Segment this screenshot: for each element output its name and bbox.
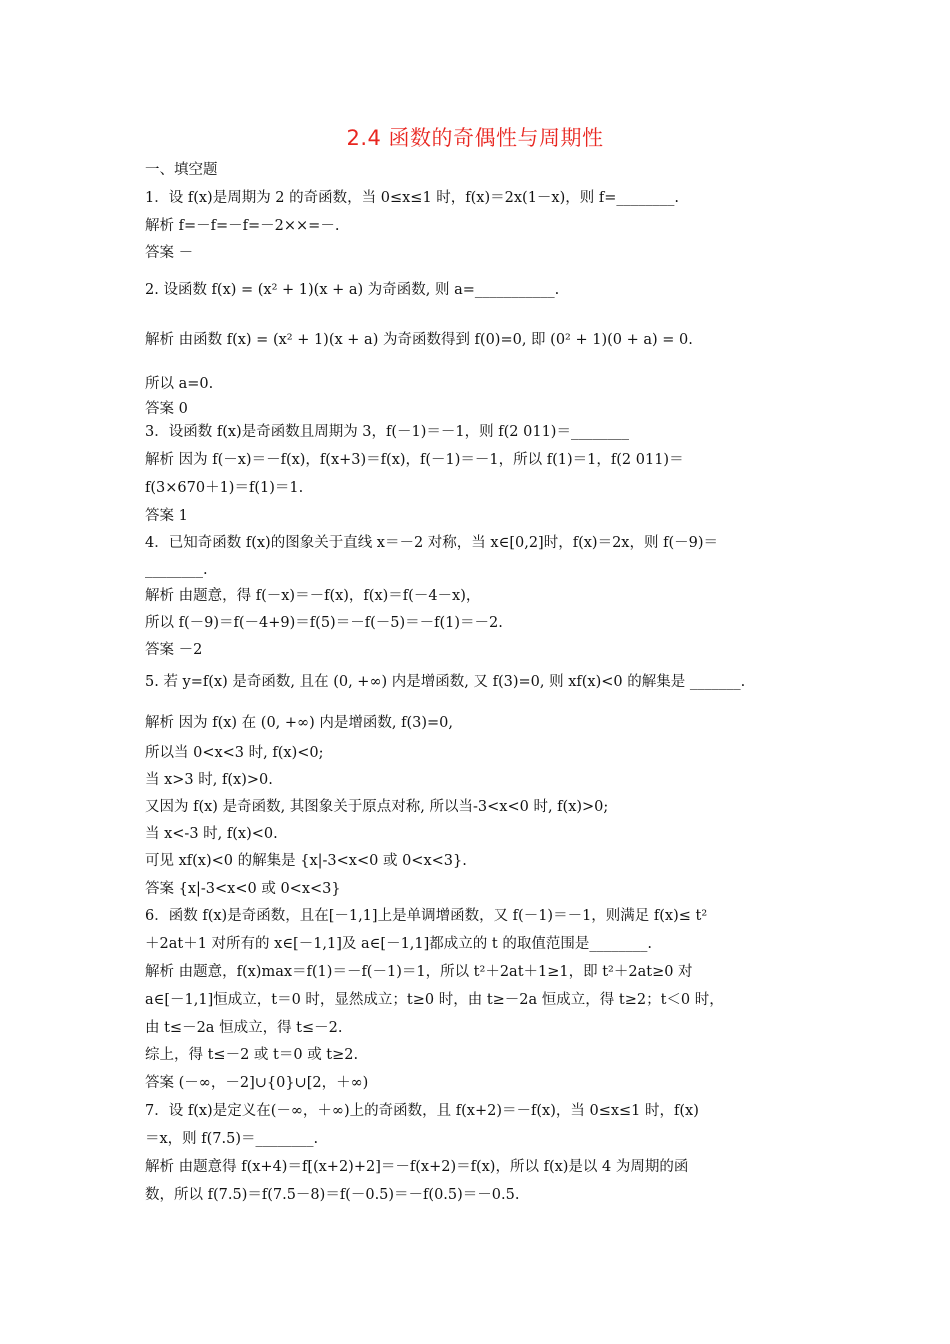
analysis-5-line-6: 可见 xf(x)<0 的解集是 {x|-3<x<0 或 0<x<3}. xyxy=(145,853,467,869)
document-title: 2.4 函数的奇偶性与周期性 xyxy=(346,126,604,150)
analysis-6: 解析 由题意，f(x)max＝f(1)＝－f(－1)＝1，所以 t²＋2at＋1≥1，即 t²＋2at≥0 对 xyxy=(145,964,693,980)
answer-4: 答案 －2 xyxy=(145,642,203,658)
question-6: 6．函数 f(x)是奇函数，且在[－1,1]上是单调增函数，又 f(－1)＝－1，则满足 f(x)≤ t² xyxy=(145,908,708,924)
analysis-5-line-4: 又因为 f(x) 是奇函数, 其图象关于原点对称, 所以当-3<x<0 时, f(x)>0; xyxy=(145,799,609,815)
analysis-2: 解析 由函数 f(x) = (x² + 1)(x + a) 为奇函数得到 f(0)=0, 即 (0² + 1)(0 + a) = 0. xyxy=(145,332,693,348)
analysis-6-line-4: 综上，得 t≤－2 或 t＝0 或 t≥2. xyxy=(145,1047,359,1063)
analysis-2-cont: 所以 a=0. xyxy=(145,376,214,392)
answer-3: 答案 1 xyxy=(145,508,188,524)
analysis-5-line-2: 所以当 0<x<3 时, f(x)<0; xyxy=(145,745,324,761)
analysis-7: 解析 由题意得 f(x+4)＝f[(x+2)+2]＝－f(x+2)＝f(x)，所以 f(x)是以 4 为周期的函 xyxy=(145,1159,689,1175)
question-3: 3．设函数 f(x)是奇函数且周期为 3，f(－1)＝－1，则 f(2 011)＝________ xyxy=(145,424,629,440)
question-1: 1．设 f(x)是周期为 2 的奇函数，当 0≤x≤1 时，f(x)＝2x(1－x)，则 f=________. xyxy=(145,190,679,206)
analysis-5: 解析 因为 f(x) 在 (0, +∞) 内是增函数, f(3)=0, xyxy=(145,715,453,731)
answer-2: 答案 0 xyxy=(145,401,188,417)
analysis-4-cont: 所以 f(－9)＝f(－4+9)＝f(5)＝－f(－5)＝－f(1)＝－2. xyxy=(145,615,503,631)
question-2: 2. 设函数 f(x) = (x² + 1)(x + a) 为奇函数, 则 a=___________. xyxy=(145,282,560,298)
question-6-cont: ＋2at＋1 对所有的 x∈[－1,1]及 a∈[－1,1]都成立的 t 的取值范围是________. xyxy=(145,936,652,952)
analysis-3: 解析 因为 f(－x)＝－f(x)，f(x+3)＝f(x)，f(－1)＝－1，所以 f(1)＝1，f(2 011)＝ xyxy=(145,452,684,468)
answer-5: 答案 {x|-3<x<0 或 0<x<3} xyxy=(145,881,341,897)
analysis-5-line-3: 当 x>3 时, f(x)>0. xyxy=(145,772,273,788)
question-4-cont: ________. xyxy=(145,562,208,578)
answer-1: 答案 － xyxy=(145,245,194,261)
analysis-6-line-3: 由 t≤－2a 恒成立，得 t≤－2. xyxy=(145,1020,343,1036)
analysis-4: 解析 由题意，得 f(－x)＝－f(x)，f(x)＝f(－4－x)， xyxy=(145,588,481,604)
analysis-1: 解析 f=－f=－f=－2××=－. xyxy=(145,218,340,234)
question-5: 5. 若 y=f(x) 是奇函数, 且在 (0, +∞) 内是增函数, 又 f(3)=0, 则 xf(x)<0 的解集是 _______. xyxy=(145,674,746,690)
question-7: 7．设 f(x)是定义在(－∞，＋∞)上的奇函数，且 f(x+2)＝－f(x)，当 0≤x≤1 时，f(x) xyxy=(145,1103,699,1119)
question-4: 4．已知奇函数 f(x)的图象关于直线 x＝－2 对称，当 x∈[0,2]时，f(x)＝2x，则 f(－9)＝ xyxy=(145,535,718,551)
analysis-6-line-2: a∈[－1,1]恒成立，t＝0 时，显然成立；t≥0 时，由 t≥－2a 恒成立，得 t≥2；t＜0 时， xyxy=(145,992,724,1008)
analysis-3-cont: f(3×670＋1)＝f(1)＝1. xyxy=(145,480,304,496)
answer-6: 答案 (－∞，－2]∪{0}∪[2，＋∞) xyxy=(145,1075,369,1091)
section-heading: 一、填空题 xyxy=(145,162,218,178)
question-7-cont: ＝x，则 f(7.5)＝________. xyxy=(145,1131,319,1147)
analysis-5-line-5: 当 x<-3 时, f(x)<0. xyxy=(145,826,278,842)
analysis-7-cont: 数，所以 f(7.5)＝f(7.5－8)＝f(－0.5)＝－f(0.5)＝－0.5. xyxy=(145,1187,520,1203)
